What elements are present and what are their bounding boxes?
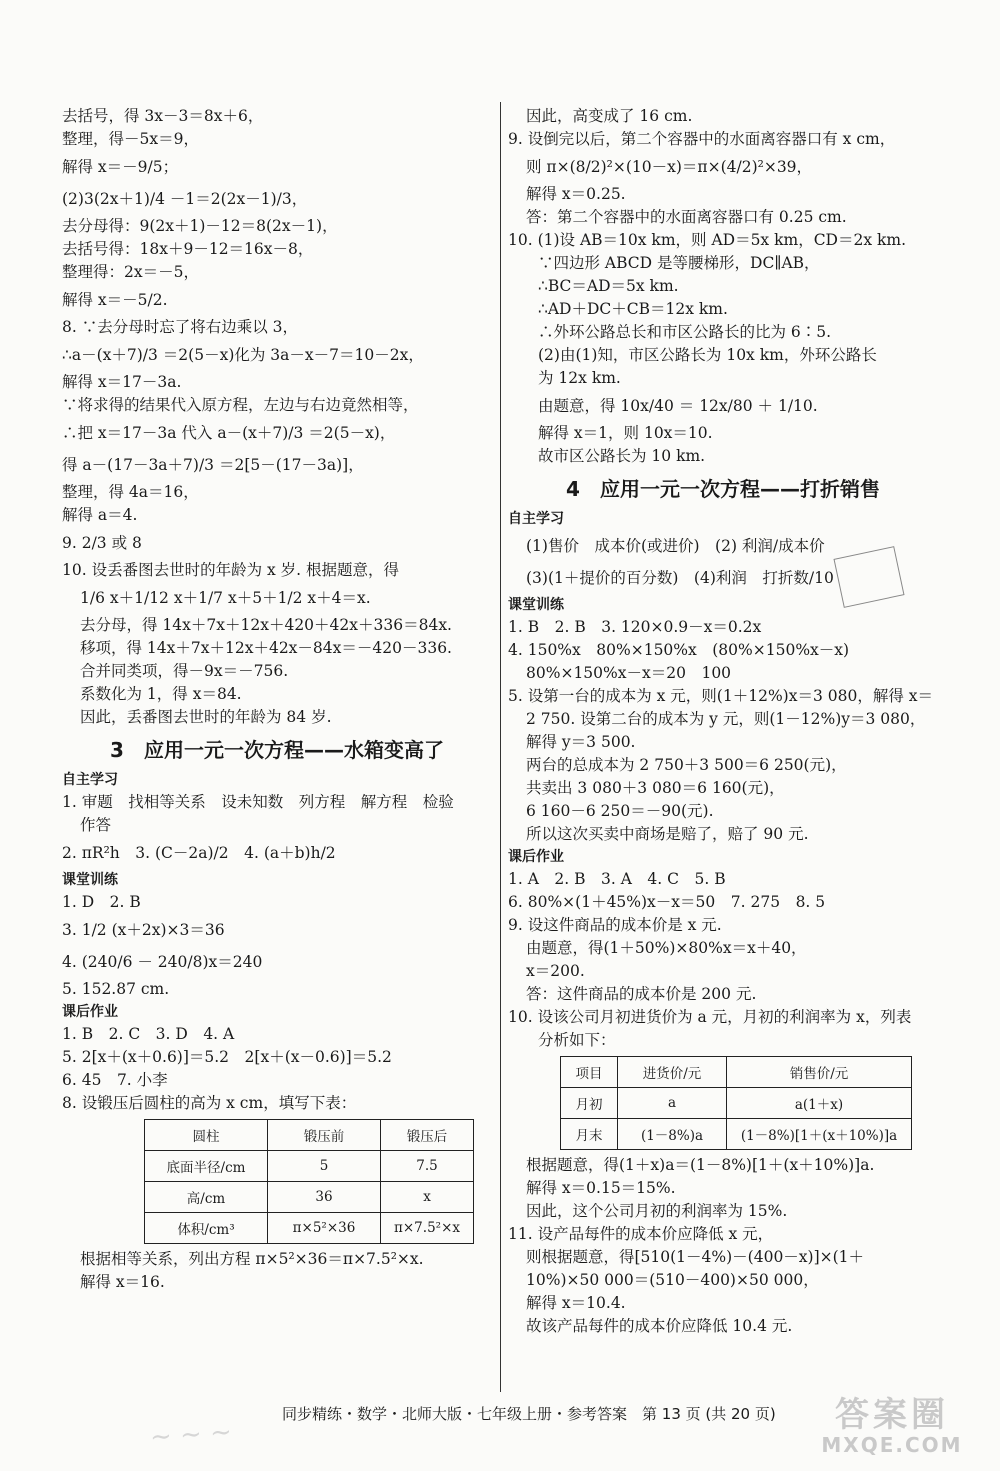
subsection-heading: 课后作业 bbox=[62, 1004, 118, 1020]
text-line: 6. 45 7. 小李 bbox=[62, 1071, 168, 1089]
table-cell: 月初 bbox=[561, 1088, 618, 1119]
table-cell: x bbox=[381, 1182, 474, 1213]
text-line: 解得 y＝3 500. bbox=[526, 733, 636, 751]
table-cell: 体积/cm³ bbox=[145, 1213, 268, 1244]
text-line: (3)(1＋提价的百分数) (4)利润 打折数/10 bbox=[526, 569, 834, 587]
text-line: (2)由(1)知，市区公路长为 10x km，外环公路长 bbox=[538, 346, 877, 364]
text-line: 解得 a＝4. bbox=[62, 506, 138, 524]
profit-table bbox=[560, 1056, 912, 1150]
text-line: 解得 x＝16. bbox=[80, 1273, 165, 1291]
table-cell: π×5²×36 bbox=[268, 1213, 381, 1244]
text-line: 整理，得 4a＝16， bbox=[62, 483, 199, 501]
text-line: 解得 x＝17－3a. bbox=[62, 373, 182, 391]
text-line: 则 π×(8/2)²×(10－x)＝π×(4/2)²×39， bbox=[526, 158, 813, 176]
text-line: 3. 1/2 (x＋2x)×3＝36 bbox=[62, 921, 225, 939]
text-line: 10. 设该公司月初进货价为 a 元，月初的利润率为 x，列表 bbox=[508, 1008, 912, 1026]
text-line: 答：第二个容器中的水面离容器口有 0.25 cm. bbox=[526, 208, 847, 226]
text-line: 整理，得－5x＝9， bbox=[62, 130, 199, 148]
table-cell: a(1＋x) bbox=[727, 1088, 912, 1119]
subsection-heading: 自主学习 bbox=[62, 772, 118, 788]
table-cell: a bbox=[618, 1088, 727, 1119]
table-header-cell: 锻压前 bbox=[268, 1120, 381, 1151]
text-line: 9. 2/3 或 8 bbox=[62, 534, 142, 552]
text-line: 故该产品每件的成本价应降低 10.4 元. bbox=[526, 1317, 793, 1335]
column-divider bbox=[500, 102, 501, 1392]
text-line: ∴BC＝AD＝5x km. bbox=[538, 277, 679, 295]
text-line: 分析如下： bbox=[538, 1031, 616, 1049]
text-line: 所以这次买卖中商场是赔了，赔了 90 元. bbox=[526, 825, 809, 843]
text-line: 5. 设第一台的成本为 x 元，则(1＋12%)x＝3 080，解得 x＝ bbox=[508, 687, 934, 705]
text-line: 10. 设丢番图去世时的年龄为 x 岁. 根据题意，得 bbox=[62, 561, 400, 579]
site-watermark bbox=[802, 1396, 982, 1460]
text-line: 1. B 2. B 3. 120×0.9－x＝0.2x bbox=[508, 618, 762, 636]
text-line: 去分母，得 14x＋7x＋12x＋420＋42x＋336＝84x. bbox=[80, 616, 452, 634]
text-line: 9. 设倒完以后，第二个容器中的水面离容器口有 x cm， bbox=[508, 130, 896, 148]
text-line: 8. 设锻压后圆柱的高为 x cm，填写下表： bbox=[62, 1094, 357, 1112]
text-line: 去括号，得 3x－3＝8x＋6， bbox=[62, 107, 264, 125]
left-column bbox=[62, 105, 492, 1294]
text-line: (2)3(2x＋1)/4 －1＝2(2x－1)/3， bbox=[62, 190, 308, 208]
table-cell: 5 bbox=[268, 1151, 381, 1182]
table-header-cell: 销售价/元 bbox=[727, 1057, 912, 1088]
text-line: 解得 x＝10.4. bbox=[526, 1294, 626, 1312]
table-cell: (1－8%)a bbox=[618, 1119, 727, 1150]
text-line: 2 750. 设第二台的成本为 y 元，则(1－12%)y＝3 080， bbox=[526, 710, 926, 728]
text-line: 10. (1)设 AB＝10x km，则 AD＝5x km，CD＝2x km. bbox=[508, 231, 907, 249]
text-line: ∴把 x＝17－3a 代入 a－(x＋7)/3 ＝2(5－x)， bbox=[62, 424, 396, 442]
section-title: 3 应用一元一次方程——水箱变高了 bbox=[110, 738, 444, 762]
text-line: 解得 x＝－9/5； bbox=[62, 158, 179, 176]
table-cell: π×7.5²×x bbox=[381, 1213, 474, 1244]
text-line: 10%)×50 000＝(510－400)×50 000， bbox=[526, 1271, 819, 1289]
text-line: ∴外环公路总长和市区公路长的比为 6∶5. bbox=[538, 323, 832, 341]
text-line: 6 160－6 250＝－90(元). bbox=[526, 802, 714, 820]
text-line: 4. (240/6 － 240/8)x＝240 bbox=[62, 953, 263, 971]
text-line: 故市区公路长为 10 km. bbox=[538, 447, 706, 465]
text-line: 答：这件商品的成本价是 200 元. bbox=[526, 985, 757, 1003]
text-line: 共卖出 3 080＋3 080＝6 160(元)， bbox=[526, 779, 785, 797]
text-line: 系数化为 1，得 x＝84. bbox=[80, 685, 242, 703]
text-line: 8. ∵去分母时忘了将右边乘以 3， bbox=[62, 318, 299, 336]
watermark-graphic: ~ ~ ~ bbox=[149, 1417, 233, 1453]
text-line: 11. 设产品每件的成本价应降低 x 元， bbox=[508, 1225, 774, 1243]
text-line: 因此，高变成了 16 cm. bbox=[526, 107, 693, 125]
text-line: ∵将求得的结果代入原方程，左边与右边竟然相等， bbox=[62, 396, 419, 414]
table-cell: 底面半径/cm bbox=[145, 1151, 268, 1182]
text-line: 移项，得 14x＋7x＋12x＋42x－84x＝－420－336. bbox=[80, 639, 452, 657]
table-header-cell: 项目 bbox=[561, 1057, 618, 1088]
subsection-heading: 自主学习 bbox=[508, 511, 564, 527]
text-line: 因此，这个公司月初的利润率为 15%. bbox=[526, 1202, 788, 1220]
text-line: 5. 152.87 cm. bbox=[62, 980, 170, 998]
text-line: 去分母得：9(2x＋1)－12＝8(2x－1)， bbox=[62, 217, 338, 235]
text-line: 5. 2[x＋(x＋0.6)]＝5.2 2[x＋(x－0.6)]＝5.2 bbox=[62, 1048, 392, 1066]
text-line: 1. A 2. B 3. A 4. C 5. B bbox=[508, 870, 726, 888]
text-line: 9. 设这件商品的成本价是 x 元. bbox=[508, 916, 722, 934]
text-line: 则根据题意，得[510(1－4%)－(400－x)]×(1＋ bbox=[526, 1248, 865, 1266]
text-line: 得 a－(17－3a＋7)/3 ＝2[5－(17－3a)]， bbox=[62, 456, 364, 474]
subsection-heading: 课堂训练 bbox=[508, 597, 564, 613]
text-line: 由题意，得 10x/40 ＝ 12x/80 ＋ 1/10. bbox=[538, 397, 818, 415]
table-header-cell: 锻压后 bbox=[381, 1120, 474, 1151]
text-line: 80%×150%x－x＝20 100 bbox=[526, 664, 732, 682]
table-cell: 7.5 bbox=[381, 1151, 474, 1182]
text-line: 作答 bbox=[80, 816, 112, 834]
subsection-heading: 课后作业 bbox=[508, 849, 564, 865]
text-line: 2. πR²h 3. (C－2a)/2 4. (a＋b)h/2 bbox=[62, 844, 336, 862]
text-line: 整理得：2x＝－5， bbox=[62, 263, 199, 281]
text-line: (1)售价 成本价(或进价) (2) 利润/成本价 bbox=[526, 537, 825, 555]
text-line: ∴a－(x＋7)/3 ＝2(5－x)化为 3a－x－7＝10－2x， bbox=[62, 346, 424, 364]
text-line: 两台的总成本为 2 750＋3 500＝6 250(元)， bbox=[526, 756, 847, 774]
cylinder-table bbox=[144, 1119, 474, 1244]
table-header-cell: 进货价/元 bbox=[618, 1057, 727, 1088]
text-line: 解得 x＝0.15＝15%. bbox=[526, 1179, 676, 1197]
text-line: ∴AD＋DC＋CB＝12x km. bbox=[538, 300, 728, 318]
table-cell: 36 bbox=[268, 1182, 381, 1213]
page-footer: 同步精练・数学・北师大版・七年级上册・参考答案 第 13 页 (共 20 页) bbox=[282, 1405, 776, 1423]
text-line: x＝200. bbox=[526, 962, 585, 980]
text-line: ∵四边形 ABCD 是等腰梯形，DC∥AB， bbox=[538, 254, 820, 272]
text-line: 合并同类项，得－9x＝－756. bbox=[80, 662, 289, 680]
text-line: 解得 x＝1，则 10x＝10. bbox=[538, 424, 713, 442]
text-line: 为 12x km. bbox=[538, 369, 621, 387]
table-cell: (1－8%)[1＋(x＋10%)]a bbox=[727, 1119, 912, 1150]
text-line: 根据题意，得(1＋x)a＝(1－8%)[1＋(x＋10%)]a. bbox=[526, 1156, 875, 1174]
text-line: 6. 80%×(1＋45%)x－x＝50 7. 275 8. 5 bbox=[508, 893, 826, 911]
text-line: 1. D 2. B bbox=[62, 893, 141, 911]
text-line: 1. 审题 找相等关系 设未知数 列方程 解方程 检验 bbox=[62, 793, 454, 811]
right-column bbox=[508, 105, 938, 1338]
text-line: 1/6 x＋1/12 x＋1/7 x＋5＋1/2 x＋4＝x. bbox=[80, 589, 371, 607]
text-line: 1. B 2. C 3. D 4. A bbox=[62, 1025, 235, 1043]
section-title: 4 应用一元一次方程——打折销售 bbox=[566, 477, 880, 501]
text-line: 因此，丢番图去世时的年龄为 84 岁. bbox=[80, 708, 332, 726]
text-line: 去括号得：18x＋9－12＝16x－8， bbox=[62, 240, 314, 258]
text-line: 由题意，得(1＋50%)×80%x＝x＋40， bbox=[526, 939, 807, 957]
subsection-heading: 课堂训练 bbox=[62, 872, 118, 888]
watermark-text: 答案圈 bbox=[835, 1395, 949, 1435]
watermark-url: MXQE.COM bbox=[821, 1433, 963, 1457]
text-line: 解得 x＝－5/2. bbox=[62, 291, 168, 309]
table-cell: 月末 bbox=[561, 1119, 618, 1150]
text-line: 根据相等关系，列出方程 π×5²×36＝π×7.5²×x. bbox=[80, 1250, 424, 1268]
text-line: 4. 150%x 80%×150%x (80%×150%x－x) bbox=[508, 641, 850, 659]
table-header-cell: 圆柱 bbox=[145, 1120, 268, 1151]
table-cell: 高/cm bbox=[145, 1182, 268, 1213]
text-line: 解得 x＝0.25. bbox=[526, 185, 626, 203]
